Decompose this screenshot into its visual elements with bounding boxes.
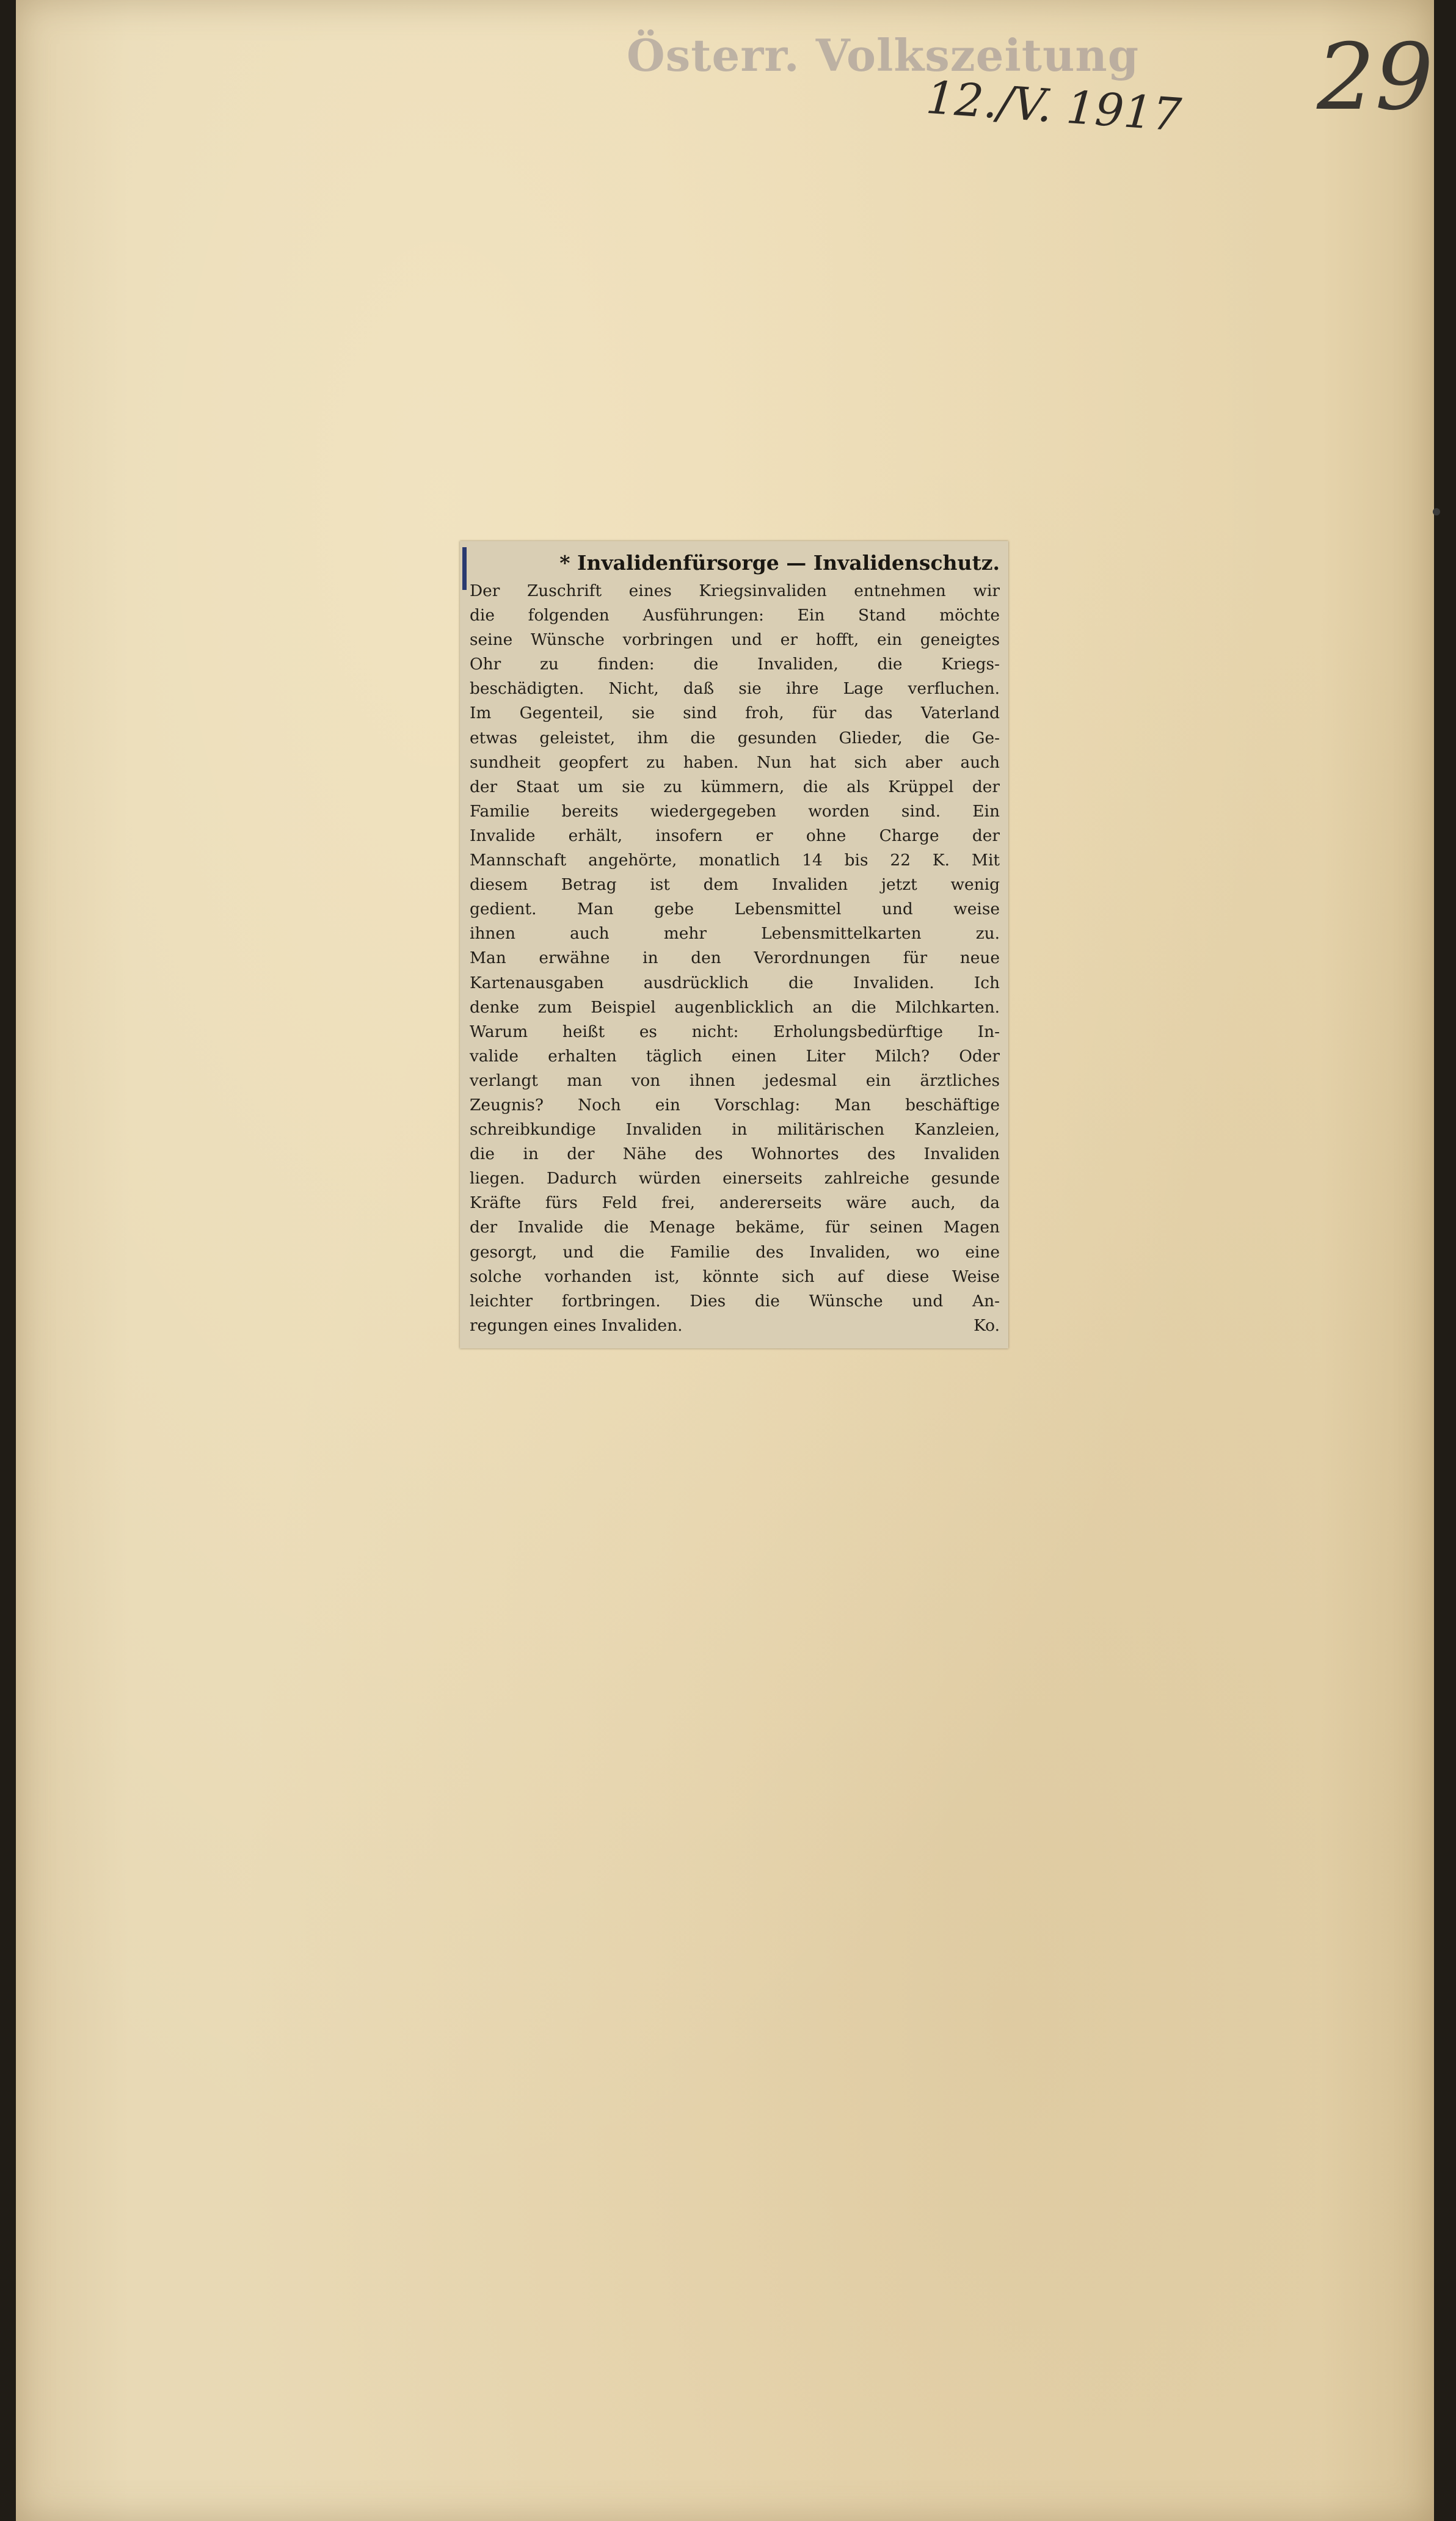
article-line: solche vorhanden ist, könnte sich auf diese Weise (470, 1267, 1000, 1286)
article-line: Kartenausgaben ausdrücklich die Invaliden. Ich (470, 973, 1000, 992)
article-line: beschädigten. Nicht, daß sie ihre Lage verfluchen. (470, 679, 1000, 699)
article-line: etwas geleistet, ihm die gesunden Glieder, die Ge- (470, 728, 1000, 748)
article-line: Der Zuschrift eines Kriegsinvaliden entnehmen wir (470, 581, 1000, 600)
article-title: * Invalidenfürsorge — Invalidenschutz. (559, 551, 1000, 575)
newspaper-stamp: Österr. Volkszeitung (627, 29, 1140, 81)
article-line: leichter fortbringen. Dies die Wünsche und An- (470, 1291, 1000, 1311)
article-line: gedient. Man gebe Lebensmittel und weise (470, 900, 1000, 919)
article-line: Familie bereits wiedergegeben worden sind. Ein (470, 801, 1000, 821)
article-line: valide erhalten täglich einen Liter Milch? Oder (470, 1046, 1000, 1066)
article-line: Ohr zu finden: die Invaliden, die Kriegs- (470, 655, 1000, 674)
clipping-margin-mark (462, 547, 467, 590)
article-line: Mannschaft angehörte, monatlich 14 bis 22 K. Mit (470, 851, 1000, 870)
article-line: verlangt man von ihnen jedesmal ein ärztliches (470, 1071, 1000, 1090)
newspaper-clipping (460, 541, 1008, 1348)
article-line: schreibkundige Invaliden in militärischen Kanzleien, (470, 1120, 1000, 1140)
article-line: Invalide erhält, insofern er ohne Charge der (470, 826, 1000, 845)
article-line: die in der Nähe des Wohnortes des Invaliden (470, 1144, 1000, 1164)
article-line: der Staat um sie zu kümmern, die als Krüppel der (470, 777, 1000, 796)
article-line: die folgenden Ausführungen: Ein Stand möchte (470, 606, 1000, 625)
article-line: Kräfte fürs Feld frei, andererseits wäre auch, da (470, 1193, 1000, 1213)
article-line: seine Wünsche vorbringen und er hofft, ein geneigtes (470, 630, 1000, 650)
article-line: Zeugnis? Noch ein Vorschlag: Man beschäftige (470, 1095, 1000, 1115)
article-line: gesorgt, und die Familie des Invaliden, wo eine (470, 1242, 1000, 1262)
page-number: 29 (1317, 24, 1433, 131)
article-line: Man erwähne in den Verordnungen für neue (470, 948, 1000, 968)
article-line: diesem Betrag ist dem Invaliden jetzt wenig (470, 875, 1000, 895)
article-line: liegen. Dadurch würden einerseits zahlreiche gesunde (470, 1169, 1000, 1188)
article-last-line (470, 1314, 1000, 1338)
handwritten-date: 12./V. 1917 (924, 71, 1183, 142)
article-line: Warum heißt es nicht: Erholungsbedürftige In- (470, 1022, 1000, 1041)
article-line: Im Gegenteil, sie sind froh, für das Vaterland (470, 704, 1000, 723)
archive-sheet (16, 0, 1434, 2521)
article-line: denke zum Beispiel augenblicklich an die Milchkarten. (470, 997, 1000, 1017)
article-signature: Ko. (974, 1315, 1000, 1335)
edge-mark (1433, 508, 1440, 515)
article-line: ihnen auch mehr Lebensmittelkarten zu. (470, 924, 1000, 944)
article-body (470, 579, 1000, 1338)
article-line: der Invalide die Menage bekäme, für seinen Magen (470, 1218, 1000, 1237)
article-closing-text: regungen eines Invaliden. (470, 1315, 683, 1335)
article-line: sundheit geopfert zu haben. Nun hat sich aber auch (470, 752, 1000, 772)
